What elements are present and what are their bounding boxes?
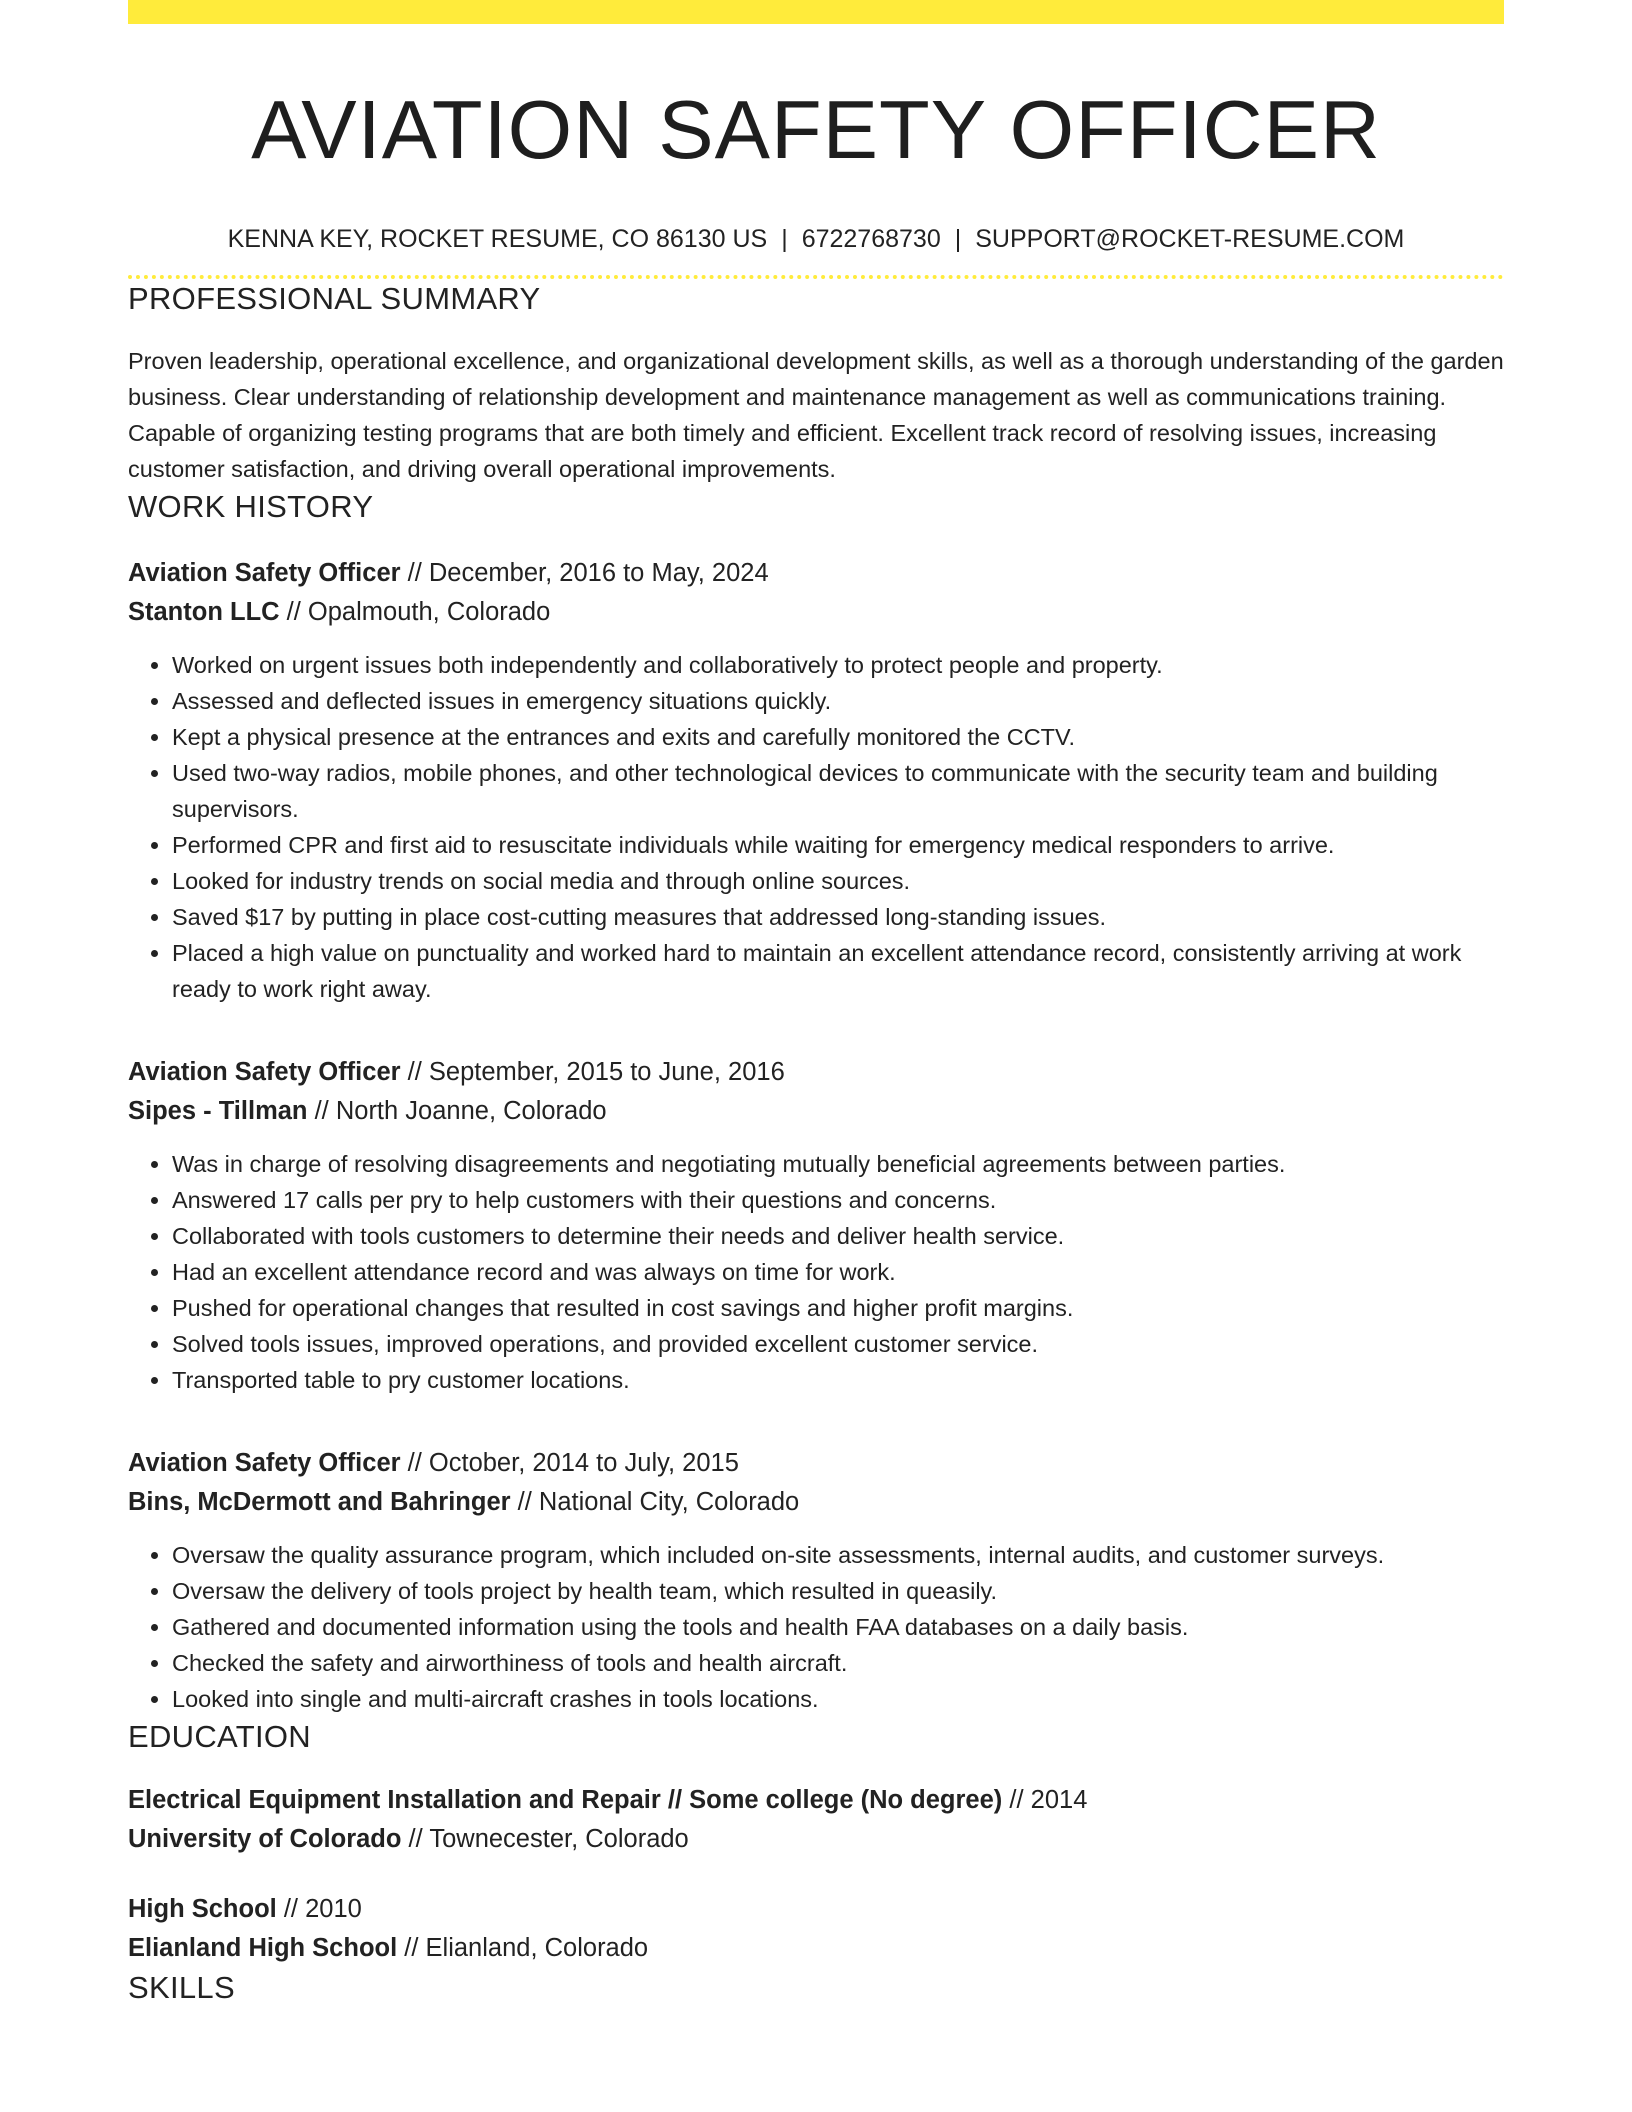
list-item: • Kept a physical presence at the entrances and exits and carefully monitored the CCTV. xyxy=(172,719,1504,755)
list-item: • Performed CPR and first aid to resuscitate individuals while waiting for emergency medical responders to arrive. xyxy=(172,827,1504,863)
job-company-line xyxy=(128,593,1504,632)
list-item: • Was in charge of resolving disagreements and negotiating mutually beneficial agreements between parties. xyxy=(172,1146,1504,1182)
education-year: // 2010 xyxy=(283,1895,362,1923)
education-degree: Electrical Equipment Installation and Repair // Some college (No degree) xyxy=(128,1786,1003,1814)
list-item: • Collaborated with tools customers to determine their needs and deliver health service. xyxy=(172,1218,1504,1254)
education-school: Elianland High School xyxy=(128,1934,398,1962)
section-heading-education: EDUCATION xyxy=(128,1719,311,1754)
job-entry xyxy=(128,554,1504,1007)
list-item: • Checked the safety and airworthiness of tools and health aircraft. xyxy=(172,1645,1504,1681)
list-item: • Saved $17 by putting in place cost-cutting measures that addressed long-standing issues. xyxy=(172,899,1504,935)
job-company: Stanton LLC xyxy=(128,598,280,626)
job-company-line xyxy=(128,1092,1504,1131)
education-location: // Elianland, Colorado xyxy=(404,1934,649,1962)
section-heading-skills: SKILLS xyxy=(128,1970,235,2005)
job-title: Aviation Safety Officer xyxy=(128,1449,401,1477)
education-degree-line xyxy=(128,1890,1504,1929)
list-item: • Looked for industry trends on social media and through online sources. xyxy=(172,863,1504,899)
job-bullets xyxy=(128,1537,1504,1717)
job-entry xyxy=(128,1444,1504,1717)
list-item: • Transported table to pry customer locations. xyxy=(172,1362,1504,1398)
contact-phone: 6722768730 xyxy=(801,225,941,253)
education-year: // 2014 xyxy=(1009,1786,1088,1814)
job-title: Aviation Safety Officer xyxy=(128,1058,401,1086)
list-item: • Worked on urgent issues both independently and collaboratively to protect people and property. xyxy=(172,647,1504,683)
resume-content xyxy=(128,0,1504,2008)
list-item: • Placed a high value on punctuality and worked hard to maintain an excellent attendance record, consistently arriving at work ready to work right away. xyxy=(172,935,1504,1007)
education-degree: High School xyxy=(128,1895,277,1923)
list-item: • Oversaw the delivery of tools project by health team, which resulted in queasily. xyxy=(172,1573,1504,1609)
resume-title: AVIATION SAFETY OFFICER xyxy=(251,83,1381,176)
job-title-line xyxy=(128,1053,1504,1092)
contact-line xyxy=(128,222,1504,256)
job-title-line xyxy=(128,1444,1504,1483)
list-item: • Pushed for operational changes that resulted in cost savings and higher profit margins. xyxy=(172,1290,1504,1326)
education-location: // Townecester, Colorado xyxy=(408,1825,689,1853)
list-item: • Oversaw the quality assurance program, which included on-site assessments, internal audits, and customer surveys. xyxy=(172,1537,1504,1573)
list-item: • Solved tools issues, improved operations, and provided excellent customer service. xyxy=(172,1326,1504,1362)
education-degree-line xyxy=(128,1781,1504,1820)
section-heading-work-history: WORK HISTORY xyxy=(128,489,374,524)
job-title: Aviation Safety Officer xyxy=(128,559,401,587)
job-dates: // September, 2015 to June, 2016 xyxy=(407,1058,785,1086)
job-bullets xyxy=(128,647,1504,1007)
job-dates: // October, 2014 to July, 2015 xyxy=(407,1449,739,1477)
list-item: • Looked into single and multi-aircraft crashes in tools locations. xyxy=(172,1681,1504,1717)
list-item: • Gathered and documented information using the tools and health FAA databases on a daily basis. xyxy=(172,1609,1504,1645)
section-heading-summary: PROFESSIONAL SUMMARY xyxy=(128,281,541,316)
contact-separator: | xyxy=(954,225,962,253)
job-bullets xyxy=(128,1146,1504,1398)
education-entry xyxy=(128,1781,1504,1859)
education-entry xyxy=(128,1890,1504,1968)
education-school: University of Colorado xyxy=(128,1825,402,1853)
summary-text: Proven leadership, operational excellence, and organizational development skills, as well as a thorough understanding of the garden business. Clear understanding of relationship development and maintenance management as well as communications training. Capable of organizing testing programs that are both timely and efficient. Excellent track record of resolving issues, increasing customer satisfaction, and driving overall operational improvements. xyxy=(128,348,1504,482)
education-school-line xyxy=(128,1929,1504,1968)
job-location: // North Joanne, Colorado xyxy=(314,1097,607,1125)
job-dates: // December, 2016 to May, 2024 xyxy=(407,559,769,587)
list-item: • Used two-way radios, mobile phones, and other technological devices to communicate with the security team and building supervisors. xyxy=(172,755,1504,827)
job-company: Sipes - Tillman xyxy=(128,1097,308,1125)
job-title-line xyxy=(128,554,1504,593)
contact-email[interactable]: SUPPORT@ROCKET-RESUME.COM xyxy=(975,225,1405,253)
list-item: • Had an excellent attendance record and was always on time for work. xyxy=(172,1254,1504,1290)
job-company: Bins, McDermott and Bahringer xyxy=(128,1488,511,1516)
job-company-line xyxy=(128,1483,1504,1522)
list-item: • Assessed and deflected issues in emergency situations quickly. xyxy=(172,683,1504,719)
job-location: // National City, Colorado xyxy=(517,1488,800,1516)
list-item: • Answered 17 calls per pry to help customers with their questions and concerns. xyxy=(172,1182,1504,1218)
education-school-line xyxy=(128,1820,1504,1859)
job-entry xyxy=(128,1053,1504,1398)
contact-separator: | xyxy=(781,225,788,253)
job-location: // Opalmouth, Colorado xyxy=(286,598,551,626)
contact-address: KENNA KEY, ROCKET RESUME, CO 86130 US xyxy=(227,225,768,253)
